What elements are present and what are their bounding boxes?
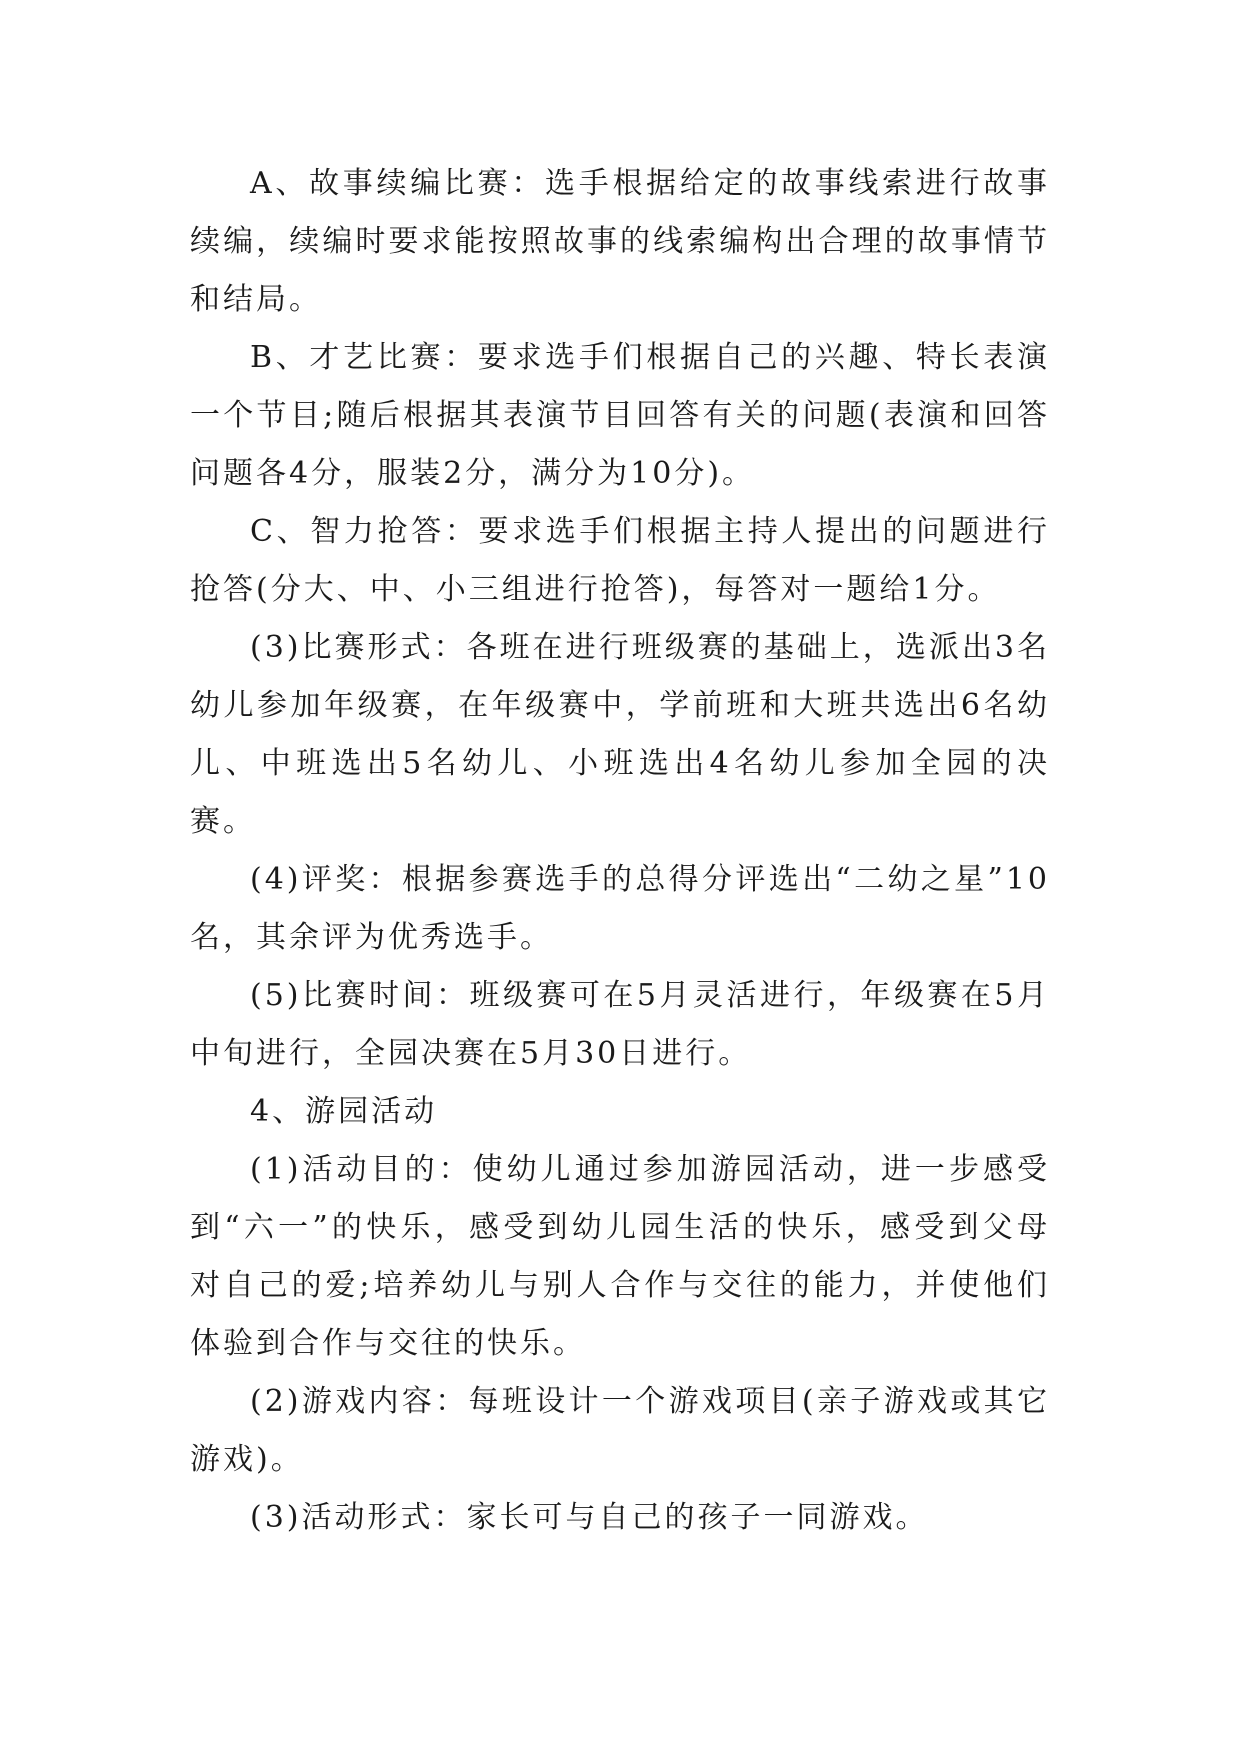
section-heading-garden-activity: 4、游园活动 <box>250 1094 438 1129</box>
paragraph-quiz-contest: C、智力抢答：要求选手们根据主持人提出的问题进行抢答(分大、中、小三组进行抢答)，每答对一题给1分。 <box>190 514 1050 607</box>
paragraph-game-content: (2)游戏内容：每班设计一个游戏项目(亲子游戏或其它游戏)。 <box>190 1384 1050 1477</box>
paragraph-talent-contest: B、才艺比赛：要求选手们根据自己的兴趣、特长表演一个节目;随后根据其表演节目回答有关的问题(表演和回答问题各4分，服装2分，满分为10分)。 <box>190 340 1050 491</box>
document-body <box>190 155 1050 1547</box>
paragraph-activity-purpose: (1)活动目的：使幼儿通过参加游园活动，进一步感受到“六一”的快乐，感受到幼儿园生活的快乐，感受到父母对自己的爱;培养幼儿与别人合作与交往的能力，并使他们体验到合作与交往的快乐。 <box>190 1152 1050 1361</box>
paragraph-contest-format: (3)比赛形式：各班在进行班级赛的基础上，选派出3名幼儿参加年级赛，在年级赛中，学前班和大班共选出6名幼儿、中班选出5名幼儿、小班选出4名幼儿参加全园的决赛。 <box>190 630 1050 839</box>
paragraph-contest-time: (5)比赛时间：班级赛可在5月灵活进行，年级赛在5月中旬进行，全园决赛在5月30日进行。 <box>190 978 1050 1071</box>
paragraph-awards: (4)评奖：根据参赛选手的总得分评选出“二幼之星”10名，其余评为优秀选手。 <box>190 862 1050 955</box>
paragraph-activity-format: (3)活动形式：家长可与自己的孩子一同游戏。 <box>250 1500 929 1535</box>
paragraph-story-contest: A、故事续编比赛：选手根据给定的故事线索进行故事续编，续编时要求能按照故事的线索编构出合理的故事情节和结局。 <box>190 166 1050 317</box>
